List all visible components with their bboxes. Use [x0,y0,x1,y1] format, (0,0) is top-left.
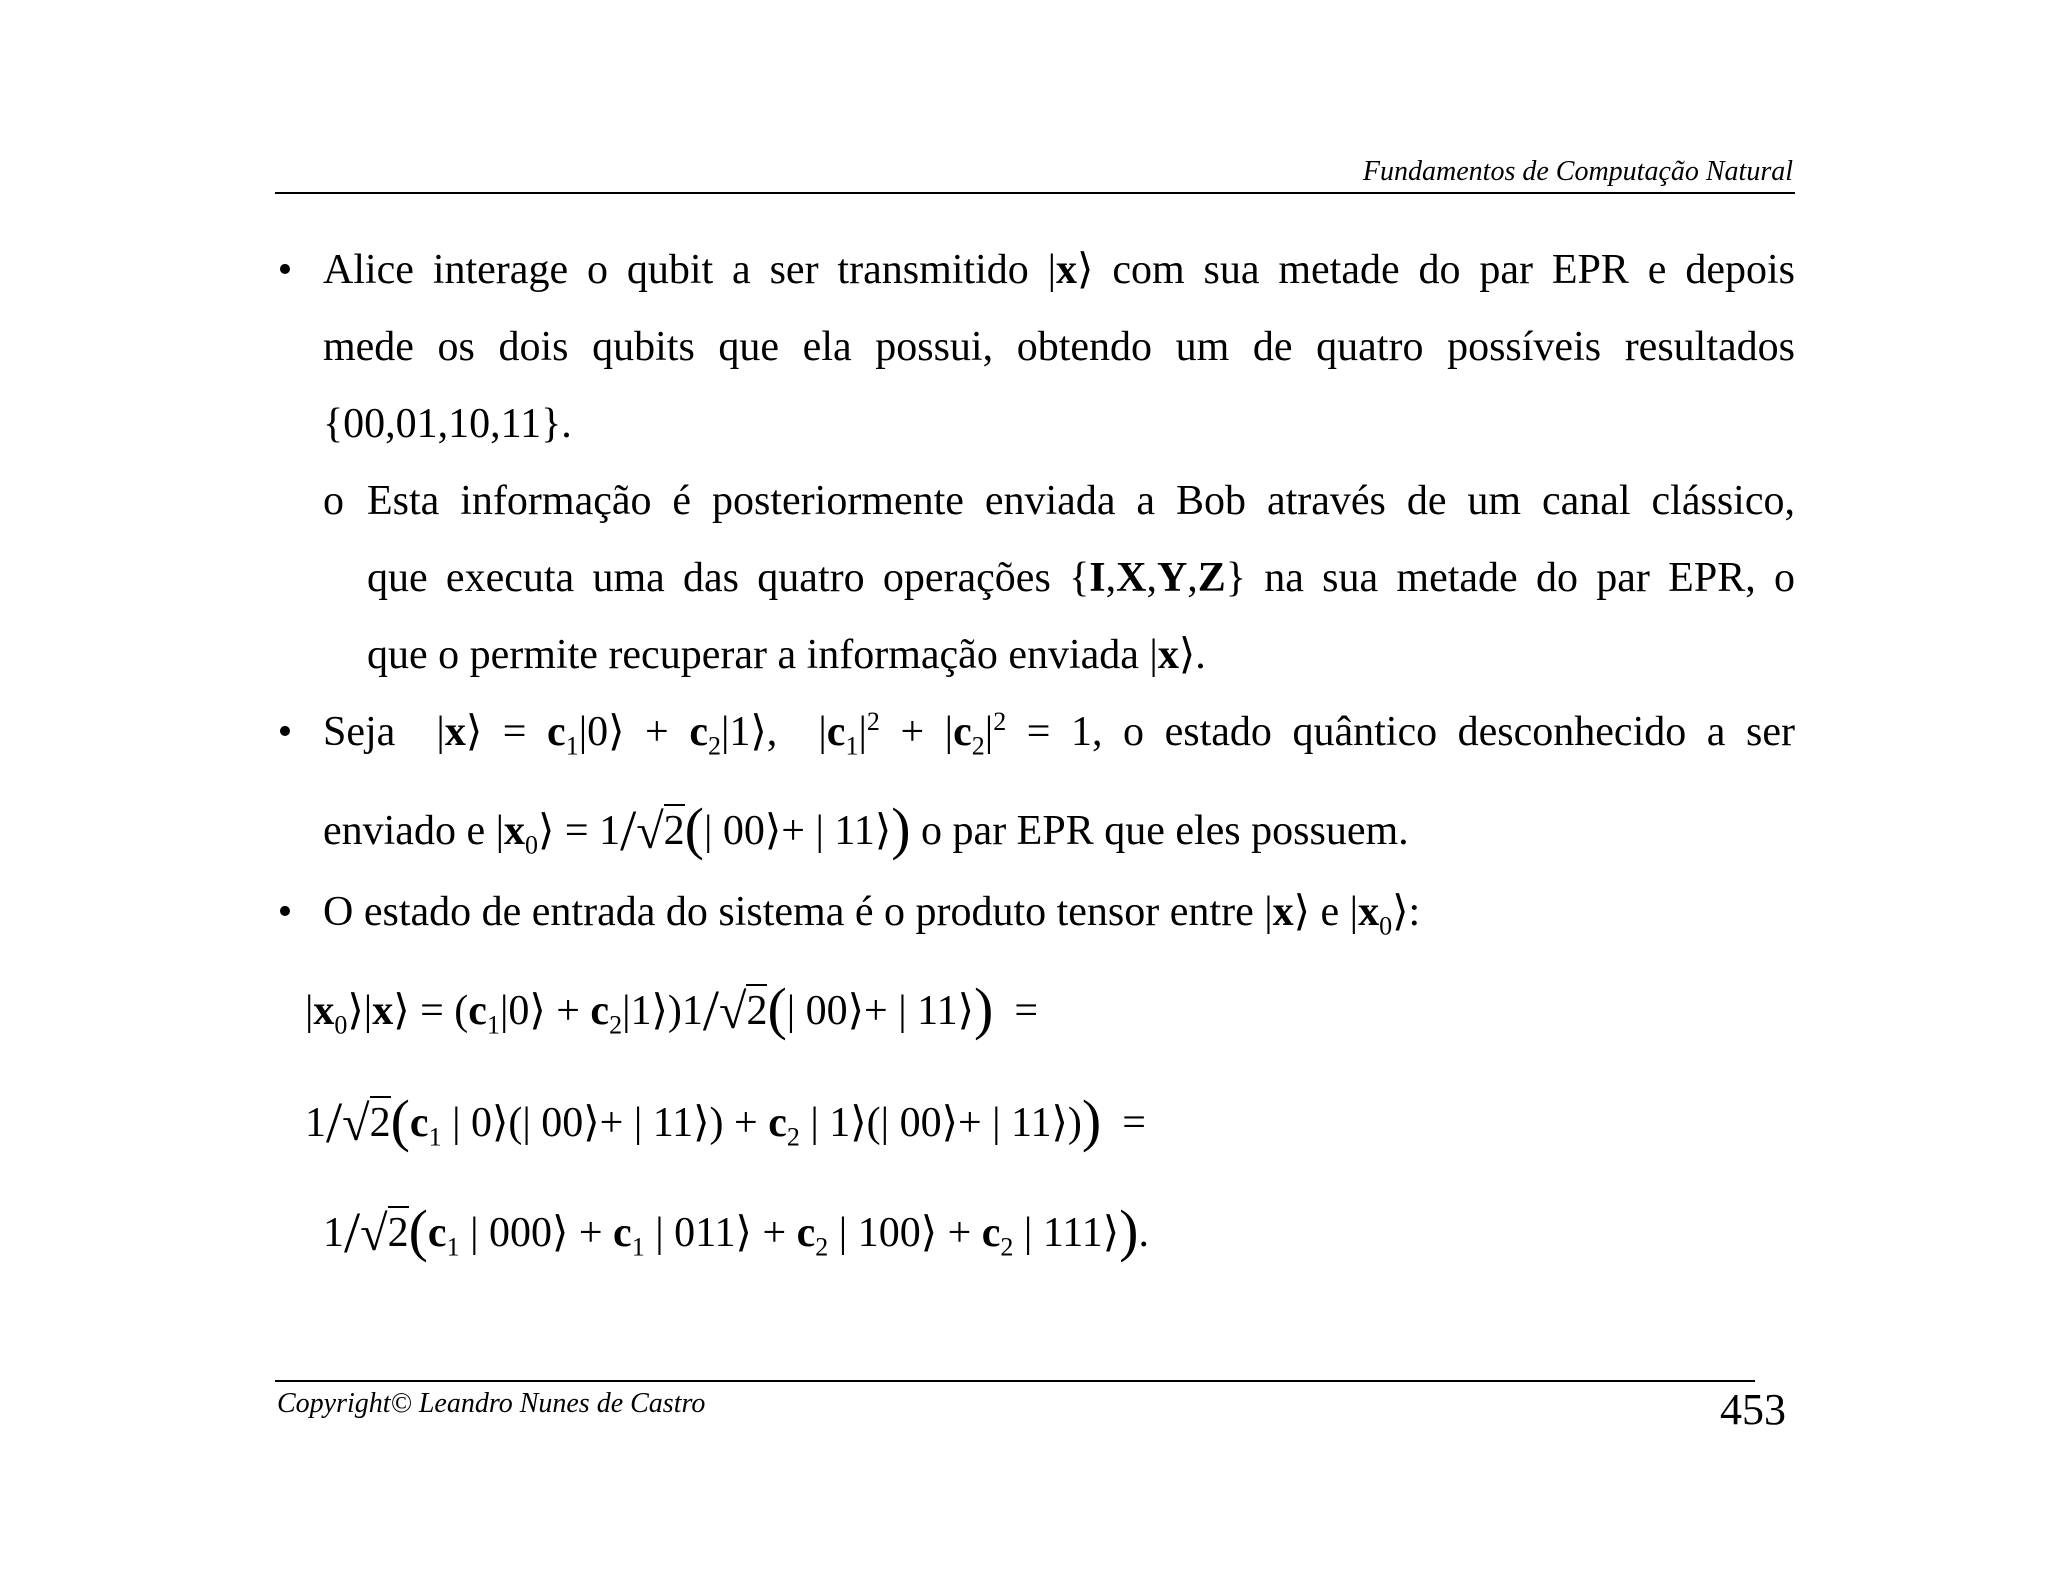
bullet-1-marker: • [277,247,293,293]
bullet-1-line-3: {00,01,10,11}. [323,401,572,447]
sub-bullet-1-line-2: que executa uma das quatro operações {I,X,Y,Z} na sua metade do par EPR, o [367,555,1795,601]
bullet-1-line-2: mede os dois qubits que ela possui, obtendo um de quatro possíveis resultados [323,324,1795,370]
sub-bullet-1-line-1: Esta informação é posteriormente enviada a Bob através de um canal clássico, [367,478,1795,524]
bullet-2-line-2: enviado e $|x_0⟩ = 1/√2(|$ 00⟩+ | 11⟩) o par EPR que eles possuem. [323,796,1409,863]
bullet-3-marker: • [277,889,293,935]
page-number: 453 [1720,1385,1786,1434]
bullet-3-line-1: O estado de entrada do sistema é o produto tensor entre |x⟩ e $|x_0⟩$: [323,889,1421,941]
equation-3: $1/√2(c_1$ | 000⟩ + $c_1$ | 011⟩ + $c_2$ | 100⟩ + $c_2$ | 111⟩). [323,1198,1149,1265]
sub-bullet-1-line-3: que o permite recuperar a informação enviada |x⟩. [367,632,1206,678]
equation-1: $|x_0⟩|x⟩$ = ($c_1|0⟩$ + $c_2|1⟩)1/√2(|$ 00⟩+ | 11⟩) = [305,976,1038,1043]
page-header [275,152,1795,194]
equation-2: $1/√2(c_1$ | 0⟩(| 00⟩+ | 11⟩) + $c_2$ | 1⟩(| 00⟩+ | 11⟩)) = [305,1088,1146,1155]
footer-copyright: Copyright© Leandro Nunes de Castro [277,1388,706,1419]
sub-bullet-1-marker: o [323,478,344,524]
header-title: Fundamentos de Computação Natural [1362,156,1793,187]
page-footer [275,1380,1755,1419]
bullet-2-line-1: Seja |x⟩ = $c_1|0⟩$ + $c_2|1⟩$, $|c_1|^2 + |c_2|^2 = 1$, o estado quântico desconhecido a ser [323,707,1795,761]
bullet-1-line-1: Alice interage o qubit a ser transmitido |x⟩ com sua metade do par EPR e depois [323,247,1795,293]
bullet-2-marker: • [277,709,293,755]
